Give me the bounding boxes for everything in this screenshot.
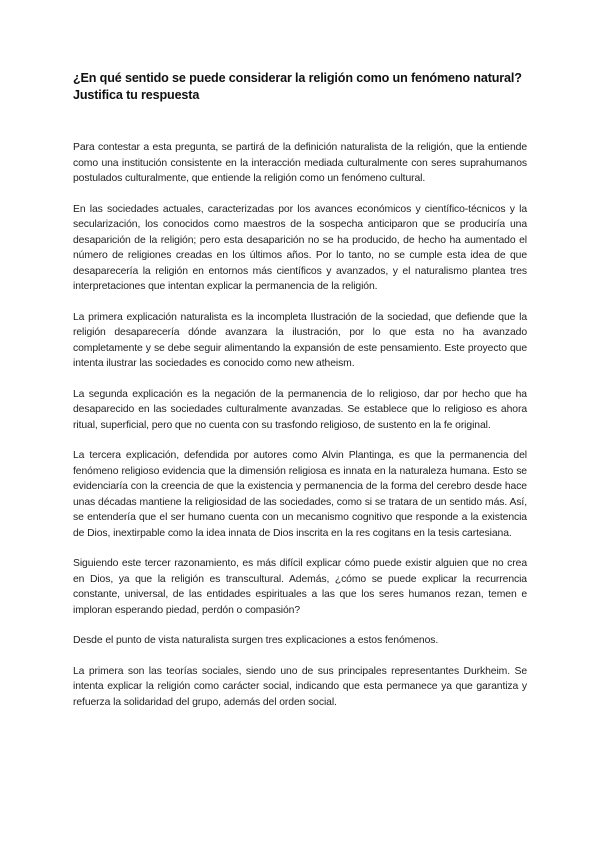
paragraph-definition: Para contestar a esta pregunta, se partirá de la definición naturalista de la religión, que la entiende como una institución consistente en la interacción mediada culturalmente con seres suprahumanos postulados culturalmente, que entiende la religión como un fenómeno cultural. <box>73 142 527 184</box>
title-line-1: ¿En qué sentido se puede considerar la religión como un fenómeno natural? <box>73 71 522 85</box>
document-title <box>73 70 527 104</box>
paragraph-first-explanation: La primera explicación naturalista es la incompleta Ilustración de la sociedad, que defiende que la religión desaparecería dónde avanzara la ilustración, por lo que esta no ha avanzado completamente y se debe seguir alimentando la expansión de este pensamiento. Este proyecto que intenta ilustrar las sociedades es conocido como new atheism. <box>73 311 527 369</box>
paragraph-reasoning: Siguiendo este tercer razonamiento, es más difícil explicar cómo puede existir alguien que no crea en Dios, ya que la religión es transcultural. Además, ¿cómo se puede explicar la recurrencia constante, universal, de las entidades espirituales a las que los seres humanos rezan, temen e imploran esperando piedad, perdón o compasión? <box>73 558 527 616</box>
paragraph-naturalist-view: Desde el punto de vista naturalista surgen tres explicaciones a estos fenómenos. <box>73 635 439 646</box>
paragraph-third-explanation: La tercera explicación, defendida por autores como Alvin Plantinga, es que la permanencia del fenómeno religioso evidencia que la dimensión religiosa es innata en la naturaleza humana. Esto se evidenciaría con la creencia de que la existencia y permanencia de la forma del cerebro desde hace unas décadas mantiene la religiosidad de las sociedades, como si se tratara de un sentido más. Así, se entendería que el ser humano cuenta con un mecanismo cognitivo que responde a la existencia de Dios, inextirpable como la idea innata de Dios inscrita en la res cogitans en la tesis cartesiana. <box>73 450 527 539</box>
paragraph-secularization: En las sociedades actuales, caracterizadas por los avances económicos y científico-técnicos y la secularización, los conocidos como maestros de la sospecha anticiparon que se produciría una desaparición de la religión; pero esta desaparición no se ha producido, de hecho ha aumentado el número de religiones creadas en los últimos años. Por lo tanto, no se cumple esta idea de que desaparecería la religión en entornos más científicos y avanzados, y el naturalismo plantea tres interpretaciones que intentan explicar la permanencia de la religión. <box>73 203 527 292</box>
paragraph-second-explanation: La segunda explicación es la negación de la permanencia de lo religioso, dar por hecho que ha desaparecido en las sociedades culturalmente avanzadas. Se establece que lo religioso es ahora ritual, superficial, pero que no cuenta con su trasfondo religioso, de sustento en la fe original. <box>73 388 527 431</box>
paragraph-social-theories: La primera son las teorías sociales, siendo uno de sus principales representantes Durkheim. Se intenta explicar la religión como carácter social, indicando que esta permanece ya que garantiza y refuerza la solidaridad del grupo, además del orden social. <box>73 665 527 708</box>
title-line-2: Justifica tu respuesta <box>73 88 200 102</box>
